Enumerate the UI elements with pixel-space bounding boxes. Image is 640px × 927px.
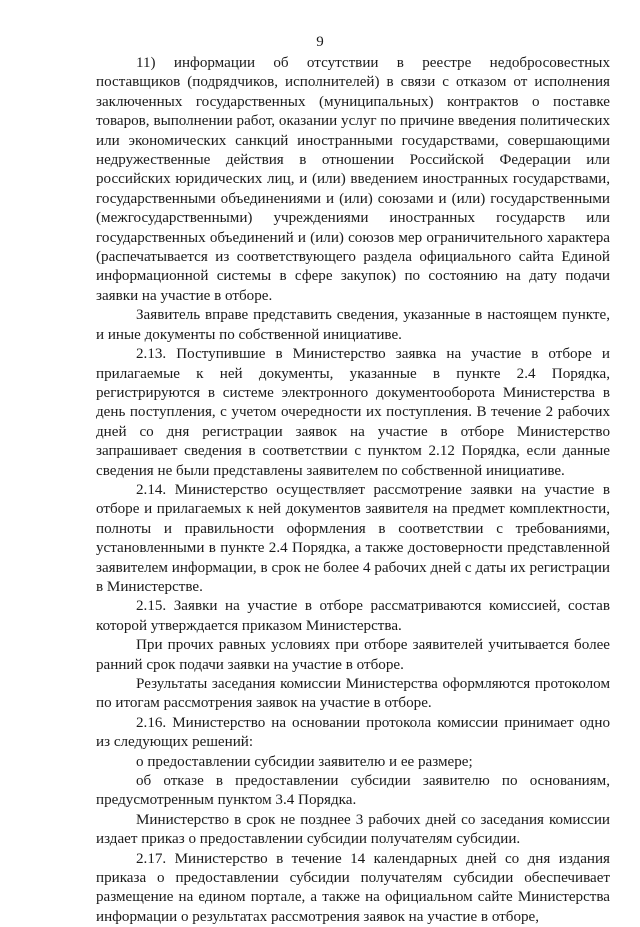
paragraph-decision-refusal: об отказе в предоставлении субсидии заявителю по основаниям, предусмотренным пунктом 3.4 Порядка.	[96, 773, 610, 809]
paragraph-note: Заявитель вправе представить сведения, указанные в настоящем пункте, и иные документы по собственной инициативе.	[96, 307, 610, 343]
paragraph-2-16: 2.16. Министерство на основании протокола комиссии принимает одно из следующих решений:	[96, 714, 610, 751]
paragraph-equal-conditions: При прочих равных условиях при отборе заявителей учитывается более ранний срок подачи заявки на участие в отборе.	[96, 637, 610, 673]
paragraph-order-issue: Министерство в срок не позднее 3 рабочих дней со заседания комиссии издает приказ о предоставлении субсидии получателям субсидии.	[96, 811, 610, 848]
document-body	[96, 54, 610, 927]
paragraph-2-17: 2.17. Министерство в течение 14 календарных дней со дня издания приказа о предоставлении субсидии получателям субсидии обеспечивает размещение на едином портале, а также на официальном сайте Министерства информации о результатах рассмотрения заявок на участие в отборе,	[96, 850, 610, 925]
paragraph-2-15: 2.15. Заявки на участие в отборе рассматриваются комиссией, состав которой утверждается приказом Министерства.	[96, 598, 610, 634]
paragraph-2-14: 2.14. Министерство осуществляет рассмотрение заявки на участие в отборе и прилагаемых к ней документов заявителя на предмет комплектности, полноты и правильности оформления в соответствии с требованиями, установленными в пункте 2.4 Порядка, а также достоверности представленной заявителем информации, в срок не более 4 рабочих дней с даты их регистрации в Министерстве.	[96, 481, 610, 595]
paragraph-commission-results: Результаты заседания комиссии Министерства оформляются протоколом по итогам рассмотрения заявок на участие в отборе.	[96, 676, 610, 712]
paragraph-item-11: 11) информации об отсутствии в реестре недобросовестных поставщиков (подрядчиков, исполнителей) в связи с отказом от исполнения заключенных государственных (муниципальных) контрактов о поставке товаров, выполнении работ, оказании услуг по причине введения политических или экономических санкций иностранными государствами, совершающими недружественные действия в отношении Российской Федерации или российских юридических лиц, и (или) введением иностранных государствами, государственными объединениями и (или) союзами и (или) государственными (межгосударственными) учреждениями иностранных государств или государственных объединений и (или) союзов мер ограничительного характера (распечатывается из соответствующего раздела официального сайта Единой информационной системы в сфере закупок) по состоянию на дату подачи заявки на участие в отборе.	[96, 55, 610, 304]
page-number: 9	[316, 34, 324, 50]
paragraph-decision-grant: о предоставлении субсидии заявителю и ее размере;	[136, 753, 473, 770]
paragraph-2-13: 2.13. Поступившие в Министерство заявка на участие в отборе и прилагаемые к ней документы, указанные в пункте 2.4 Порядка, регистрируются в системе электронного документооборота Министерства в день поступления, с учетом очередности их поступления. В течение 2 рабочих дней со дня регистрации заявок на участие в отборе Министерство запрашивает сведения в соответствии с пунктом 2.12 Порядка, если данные сведения не были представлены заявителем по собственной инициативе.	[96, 346, 610, 479]
